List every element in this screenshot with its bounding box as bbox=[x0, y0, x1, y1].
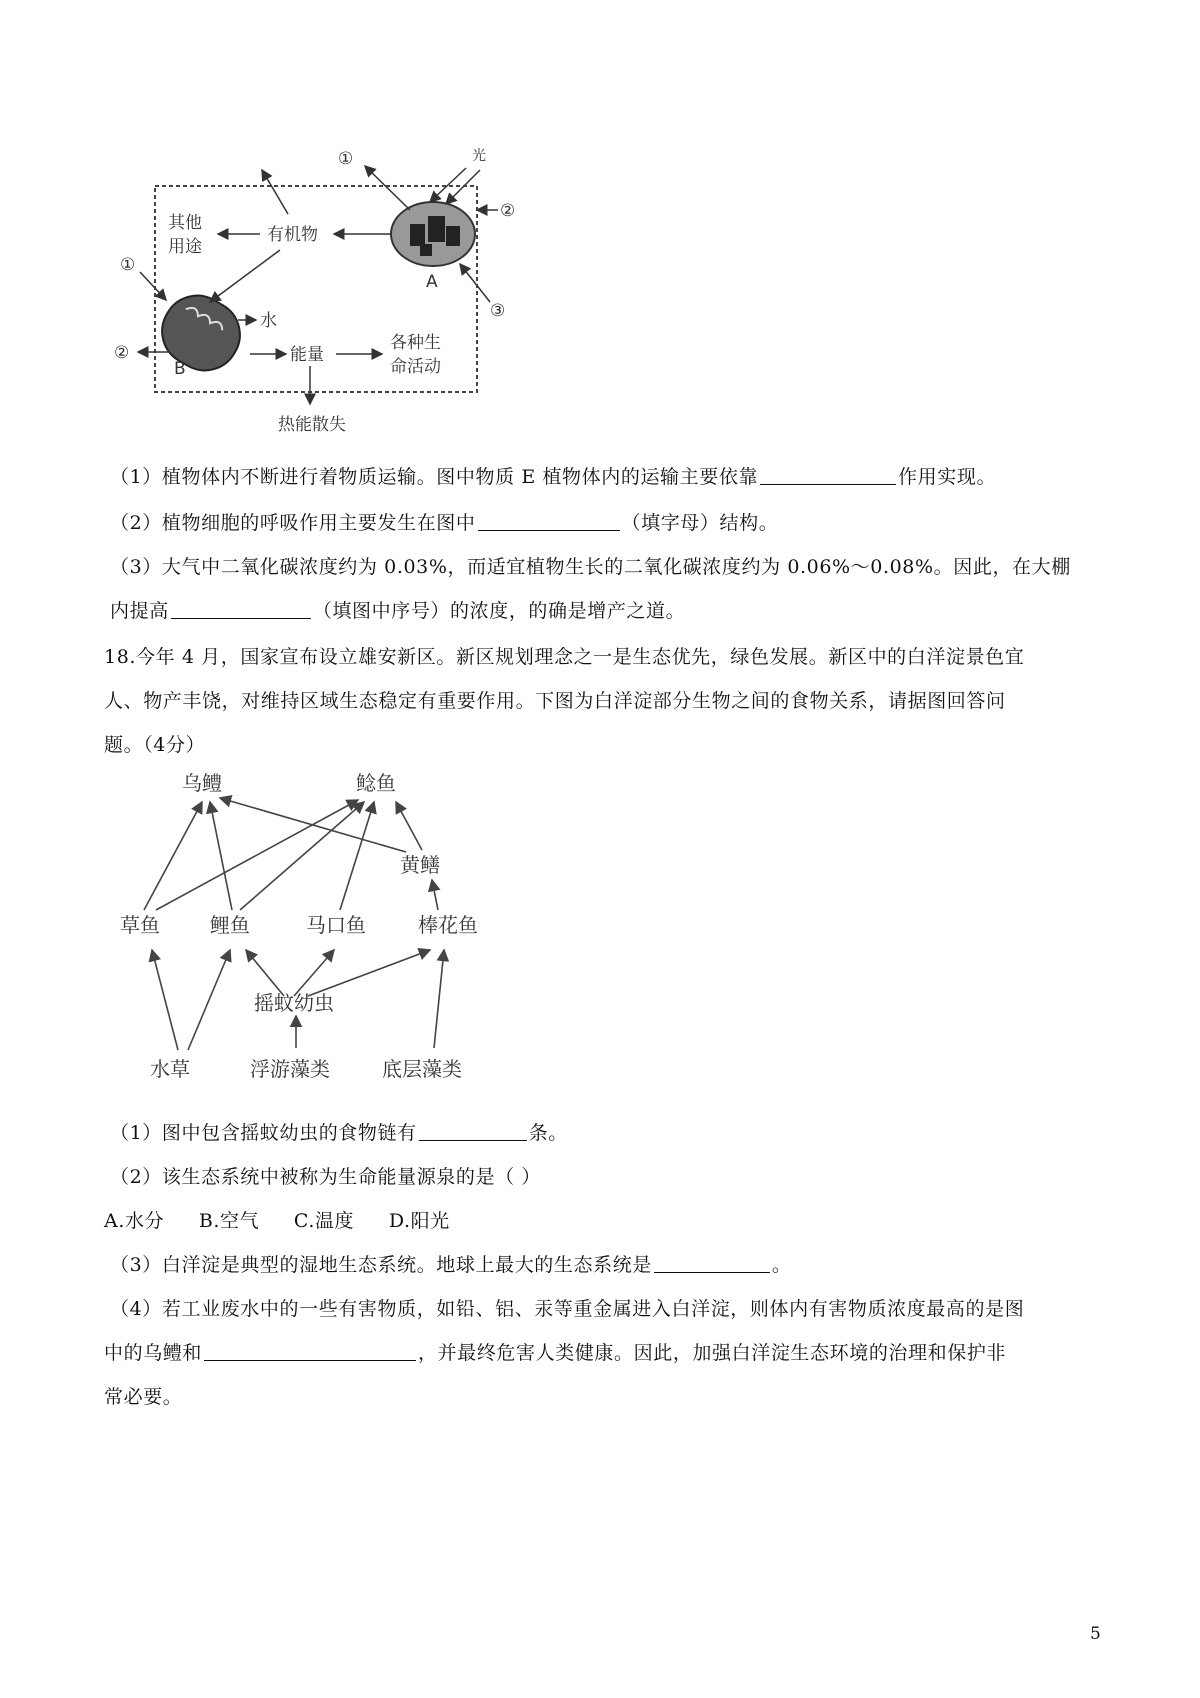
node-liyu: 鲤鱼 bbox=[210, 913, 250, 937]
q18-sub1: （1）图中包含摇蚊幼虫的食物链有 条。 bbox=[110, 1122, 568, 1144]
label-other-use-1: 其他 bbox=[168, 213, 202, 233]
q17-sub3-line1: （3）大气中二氧化碳浓度约为 0.03%，而适宜植物生长的二氧化碳浓度约为 0.06%～0.08%。因此，在大棚 bbox=[110, 556, 1071, 578]
node-diceng: 底层藻类 bbox=[382, 1057, 462, 1081]
node-wuli: 乌鳢 bbox=[182, 771, 222, 795]
node-nianyu: 鲶鱼 bbox=[356, 771, 396, 795]
answer-blank-1[interactable] bbox=[760, 483, 896, 485]
food-web-diagram bbox=[110, 760, 510, 1090]
page-number: 5 bbox=[1090, 1624, 1101, 1644]
label-light: 光 bbox=[472, 148, 486, 164]
label-other-use-2: 用途 bbox=[168, 237, 202, 257]
chloroplast-A-icon bbox=[391, 202, 475, 266]
q18-intro-line2: 人、物产丰饶，对维持区域生态稳定有重要作用。下图为白洋淀部分生物之间的食物关系，请据图回答问 bbox=[104, 690, 1006, 712]
q18-options bbox=[104, 1206, 450, 1233]
marker-1-left: ① bbox=[120, 255, 136, 275]
marker-2-right: ② bbox=[500, 201, 516, 221]
option-c[interactable]: C.温度 bbox=[293, 1210, 355, 1232]
q18-sub4-line2: 中的乌鳢和 ，并最终危害人类健康。因此，加强白洋淀生态环境的治理和保护非 bbox=[104, 1342, 1007, 1364]
label-activity-1: 各种生 bbox=[390, 333, 441, 353]
answer-blank-5[interactable] bbox=[654, 1271, 770, 1273]
q18-intro-line3: 题。（4分） bbox=[104, 734, 206, 756]
option-d[interactable]: D.阳光 bbox=[388, 1210, 450, 1232]
node-huangshan: 黄鳝 bbox=[400, 853, 440, 877]
q17-sub3-line2: 内提高 （填图中序号）的浓度，的确是增产之道。 bbox=[110, 600, 686, 622]
q18-sub4-line3: 常必要。 bbox=[104, 1386, 183, 1408]
node-shuicao: 水草 bbox=[150, 1057, 190, 1081]
label-A: A bbox=[426, 272, 438, 292]
q17-sub2: （2）植物细胞的呼吸作用主要发生在图中 （填字母）结构。 bbox=[110, 512, 779, 534]
plant-process-diagram bbox=[110, 140, 530, 440]
option-a[interactable]: A.水分 bbox=[104, 1210, 165, 1232]
label-heat: 热能散失 bbox=[278, 415, 346, 435]
label-energy: 能量 bbox=[290, 345, 324, 365]
label-activity-2: 命活动 bbox=[390, 357, 441, 377]
answer-blank-4[interactable] bbox=[419, 1139, 527, 1141]
q18-sub2: （2）该生态系统中被称为生命能量源泉的是（ ） bbox=[110, 1166, 541, 1188]
q17-sub1: （1）植物体内不断进行着物质运输。图中物质 E 植物体内的运输主要依靠 作用实现。 bbox=[110, 466, 997, 488]
label-water: 水 bbox=[260, 311, 277, 331]
q18-sub3: （3）白洋淀是典型的湿地生态系统。地球上最大的生态系统是 。 bbox=[110, 1254, 792, 1276]
answer-blank-6[interactable] bbox=[204, 1359, 416, 1361]
marker-3: ③ bbox=[490, 301, 506, 321]
label-B: B bbox=[174, 359, 186, 379]
answer-blank-3[interactable] bbox=[171, 617, 311, 619]
option-b[interactable]: B.空气 bbox=[198, 1210, 260, 1232]
answer-blank-2[interactable] bbox=[478, 529, 620, 531]
q18-intro-line1: 18.今年 4 月，国家宣布设立雄安新区。新区规划理念之一是生态优先，绿色发展。新区中的白洋淀景色宜 bbox=[104, 646, 1025, 668]
node-larva: 摇蚊幼虫 bbox=[254, 991, 334, 1015]
marker-2-left: ② bbox=[114, 343, 130, 363]
node-fuyou: 浮游藻类 bbox=[250, 1057, 330, 1081]
node-makouyu: 马口鱼 bbox=[306, 913, 366, 937]
q18-sub4-line1: （4）若工业废水中的一些有害物质，如铅、铝、汞等重金属进入白洋淀，则体内有害物质浓度最高的是图 bbox=[110, 1298, 1025, 1320]
marker-1-top: ① bbox=[338, 149, 354, 169]
label-organic: 有机物 bbox=[267, 225, 318, 245]
node-banghuayu: 棒花鱼 bbox=[418, 913, 478, 937]
node-caoyu: 草鱼 bbox=[120, 913, 160, 937]
